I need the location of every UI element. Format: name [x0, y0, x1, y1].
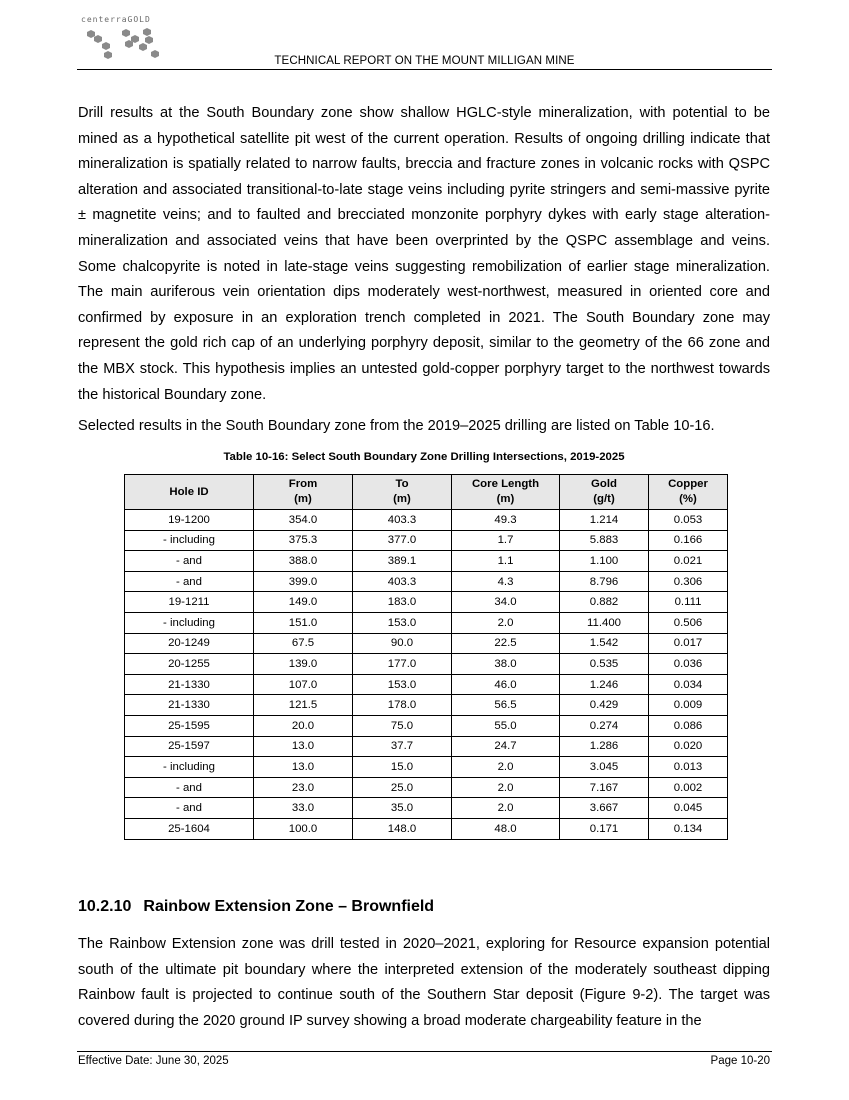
core-length-cell: 4.3 — [452, 571, 560, 592]
to-cell: 183.0 — [353, 592, 452, 613]
logo-text: centerraGOLD — [81, 15, 151, 24]
column-header-from: From (m) — [254, 475, 353, 510]
to-cell: 153.0 — [353, 674, 452, 695]
core-length-cell: 56.5 — [452, 695, 560, 716]
table-row — [125, 695, 728, 716]
hole-id-cell: 19-1211 — [125, 592, 254, 613]
core-length-cell: 38.0 — [452, 654, 560, 675]
from-cell: 375.3 — [254, 530, 353, 551]
copper-cell: 0.134 — [649, 818, 728, 839]
to-cell: 177.0 — [353, 654, 452, 675]
gold-cell: 3.667 — [560, 798, 649, 819]
gold-cell: 0.882 — [560, 592, 649, 613]
gold-cell: 3.045 — [560, 757, 649, 778]
copper-cell: 0.036 — [649, 654, 728, 675]
column-header-to: To (m) — [353, 475, 452, 510]
to-cell: 90.0 — [353, 633, 452, 654]
header-divider — [77, 69, 772, 70]
to-cell: 148.0 — [353, 818, 452, 839]
hole-id-cell: 20-1255 — [125, 654, 254, 675]
hole-id-cell: - including — [125, 612, 254, 633]
from-cell: 67.5 — [254, 633, 353, 654]
gold-cell: 1.542 — [560, 633, 649, 654]
column-header-copper: Copper (%) — [649, 475, 728, 510]
core-length-cell: 24.7 — [452, 736, 560, 757]
table-row — [125, 571, 728, 592]
hole-id-cell: - and — [125, 571, 254, 592]
to-cell: 35.0 — [353, 798, 452, 819]
table-body — [125, 510, 728, 840]
copper-cell: 0.506 — [649, 612, 728, 633]
gold-cell: 11.400 — [560, 612, 649, 633]
core-length-cell: 2.0 — [452, 612, 560, 633]
core-length-cell: 1.7 — [452, 530, 560, 551]
to-cell: 377.0 — [353, 530, 452, 551]
gold-cell: 7.167 — [560, 777, 649, 798]
hole-id-cell: - and — [125, 777, 254, 798]
hole-id-cell: 25-1604 — [125, 818, 254, 839]
copper-cell: 0.045 — [649, 798, 728, 819]
column-header-gold: Gold (g/t) — [560, 475, 649, 510]
table-caption: Table 10-16: Select South Boundary Zone Drilling Intersections, 2019-2025 — [223, 451, 625, 463]
core-length-cell: 2.0 — [452, 757, 560, 778]
hole-id-cell: - including — [125, 530, 254, 551]
from-cell: 107.0 — [254, 674, 353, 695]
table-row — [125, 736, 728, 757]
from-cell: 149.0 — [254, 592, 353, 613]
table-row — [125, 510, 728, 531]
gold-cell: 8.796 — [560, 571, 649, 592]
to-cell: 389.1 — [353, 551, 452, 572]
from-cell: 33.0 — [254, 798, 353, 819]
from-cell: 151.0 — [254, 612, 353, 633]
gold-cell: 1.246 — [560, 674, 649, 695]
to-cell: 37.7 — [353, 736, 452, 757]
hole-id-cell: - and — [125, 551, 254, 572]
copper-cell: 0.034 — [649, 674, 728, 695]
from-cell: 100.0 — [254, 818, 353, 839]
from-cell: 388.0 — [254, 551, 353, 572]
section-number: 10.2.10 — [78, 898, 132, 915]
to-cell: 25.0 — [353, 777, 452, 798]
copper-cell: 0.021 — [649, 551, 728, 572]
hole-id-cell: 20-1249 — [125, 633, 254, 654]
to-cell: 153.0 — [353, 612, 452, 633]
from-cell: 139.0 — [254, 654, 353, 675]
core-length-cell: 1.1 — [452, 551, 560, 572]
section-heading — [78, 898, 434, 916]
gold-cell: 0.535 — [560, 654, 649, 675]
core-length-cell: 55.0 — [452, 715, 560, 736]
report-title: TECHNICAL REPORT ON THE MOUNT MILLIGAN MINE — [274, 55, 575, 67]
hole-id-cell: 19-1200 — [125, 510, 254, 531]
from-cell: 399.0 — [254, 571, 353, 592]
from-cell: 13.0 — [254, 736, 353, 757]
copper-cell: 0.009 — [649, 695, 728, 716]
core-length-cell: 22.5 — [452, 633, 560, 654]
to-cell: 403.3 — [353, 510, 452, 531]
table-row — [125, 530, 728, 551]
table-row — [125, 777, 728, 798]
section-title: Rainbow Extension Zone – Brownfield — [143, 898, 435, 915]
gold-cell: 1.100 — [560, 551, 649, 572]
table-row — [125, 674, 728, 695]
copper-cell: 0.053 — [649, 510, 728, 531]
hole-id-cell: - including — [125, 757, 254, 778]
table-row — [125, 715, 728, 736]
table-row — [125, 633, 728, 654]
from-cell: 20.0 — [254, 715, 353, 736]
to-cell: 15.0 — [353, 757, 452, 778]
table-row — [125, 551, 728, 572]
paragraph-south-boundary: Drill results at the South Boundary zone show shallow HGLC-style mineralization, with potential to be mined as a hypothetical satellite pit west of the current operation. Results of ongoing drilling indicate that mineralization is spatially related to narrow faults, breccia and fracture zones in volcanic rocks with QSPC alteration and associated transitional-to-late stage veins including pyrite stringers and semi-massive pyrite ± magnetite veins; and to faulted and brecciated monzonite porphyry dykes with early stage alteration-mineralization and associated veins that have been overprinted by the QSPC assemblage and veins. Some chalcopyrite is noted in late-stage veins suggesting remobilization of earlier stage mineralization. The main auriferous vein orientation dips moderately west-northwest, measured in oriented core and confirmed by exposure in an exploration trench completed in 2021. The South Boundary zone may represent the gold rich cap of an underlying porphyry deposit, similar to the geometry of the 66 zone and the MBX stock. This hypothesis implies an untested gold-copper porphyry target to the northwest towards the historical Boundary zone. — [78, 105, 770, 403]
copper-cell: 0.002 — [649, 777, 728, 798]
column-header-hole-id: Hole ID — [125, 475, 254, 510]
paragraph-table-reference: Selected results in the South Boundary zone from the 2019–2025 drilling are listed on Table 10-16. — [78, 418, 715, 434]
copper-cell: 0.306 — [649, 571, 728, 592]
table-header-row — [125, 475, 728, 510]
hole-id-cell: 21-1330 — [125, 674, 254, 695]
core-length-cell: 34.0 — [452, 592, 560, 613]
drilling-intersections-table — [124, 474, 728, 840]
copper-cell: 0.017 — [649, 633, 728, 654]
gold-cell: 5.883 — [560, 530, 649, 551]
copper-cell: 0.020 — [649, 736, 728, 757]
page-header — [77, 12, 772, 70]
hole-id-cell: - and — [125, 798, 254, 819]
copper-cell: 0.166 — [649, 530, 728, 551]
copper-cell: 0.013 — [649, 757, 728, 778]
column-header-core-length: Core Length (m) — [452, 475, 560, 510]
page-number: Page 10-20 — [710, 1055, 770, 1067]
table-row — [125, 798, 728, 819]
from-cell: 13.0 — [254, 757, 353, 778]
gold-cell: 1.286 — [560, 736, 649, 757]
core-length-cell: 2.0 — [452, 777, 560, 798]
core-length-cell: 2.0 — [452, 798, 560, 819]
core-length-cell: 46.0 — [452, 674, 560, 695]
table-row — [125, 654, 728, 675]
from-cell: 23.0 — [254, 777, 353, 798]
gold-cell: 0.429 — [560, 695, 649, 716]
table-row — [125, 612, 728, 633]
table-row — [125, 592, 728, 613]
from-cell: 121.5 — [254, 695, 353, 716]
core-length-cell: 49.3 — [452, 510, 560, 531]
to-cell: 178.0 — [353, 695, 452, 716]
gold-cell: 0.274 — [560, 715, 649, 736]
to-cell: 403.3 — [353, 571, 452, 592]
to-cell: 75.0 — [353, 715, 452, 736]
hole-id-cell: 25-1595 — [125, 715, 254, 736]
copper-cell: 0.111 — [649, 592, 728, 613]
table-row — [125, 757, 728, 778]
copper-cell: 0.086 — [649, 715, 728, 736]
effective-date: Effective Date: June 30, 2025 — [78, 1055, 229, 1067]
gold-cell: 1.214 — [560, 510, 649, 531]
gold-cell: 0.171 — [560, 818, 649, 839]
hole-id-cell: 25-1597 — [125, 736, 254, 757]
hole-id-cell: 21-1330 — [125, 695, 254, 716]
from-cell: 354.0 — [254, 510, 353, 531]
core-length-cell: 48.0 — [452, 818, 560, 839]
paragraph-rainbow-extension: The Rainbow Extension zone was drill tested in 2020–2021, exploring for Resource expansion potential south of the ultimate pit boundary where the interpreted extension of the moderately southeast dipping Rainbow fault is projected to continue south of the Southern Star deposit (Figure 9-2). The target was covered during the 2020 ground IP survey showing a broad moderate chargeability feature in the — [78, 936, 770, 1029]
footer-divider — [77, 1051, 772, 1052]
table-row — [125, 818, 728, 839]
